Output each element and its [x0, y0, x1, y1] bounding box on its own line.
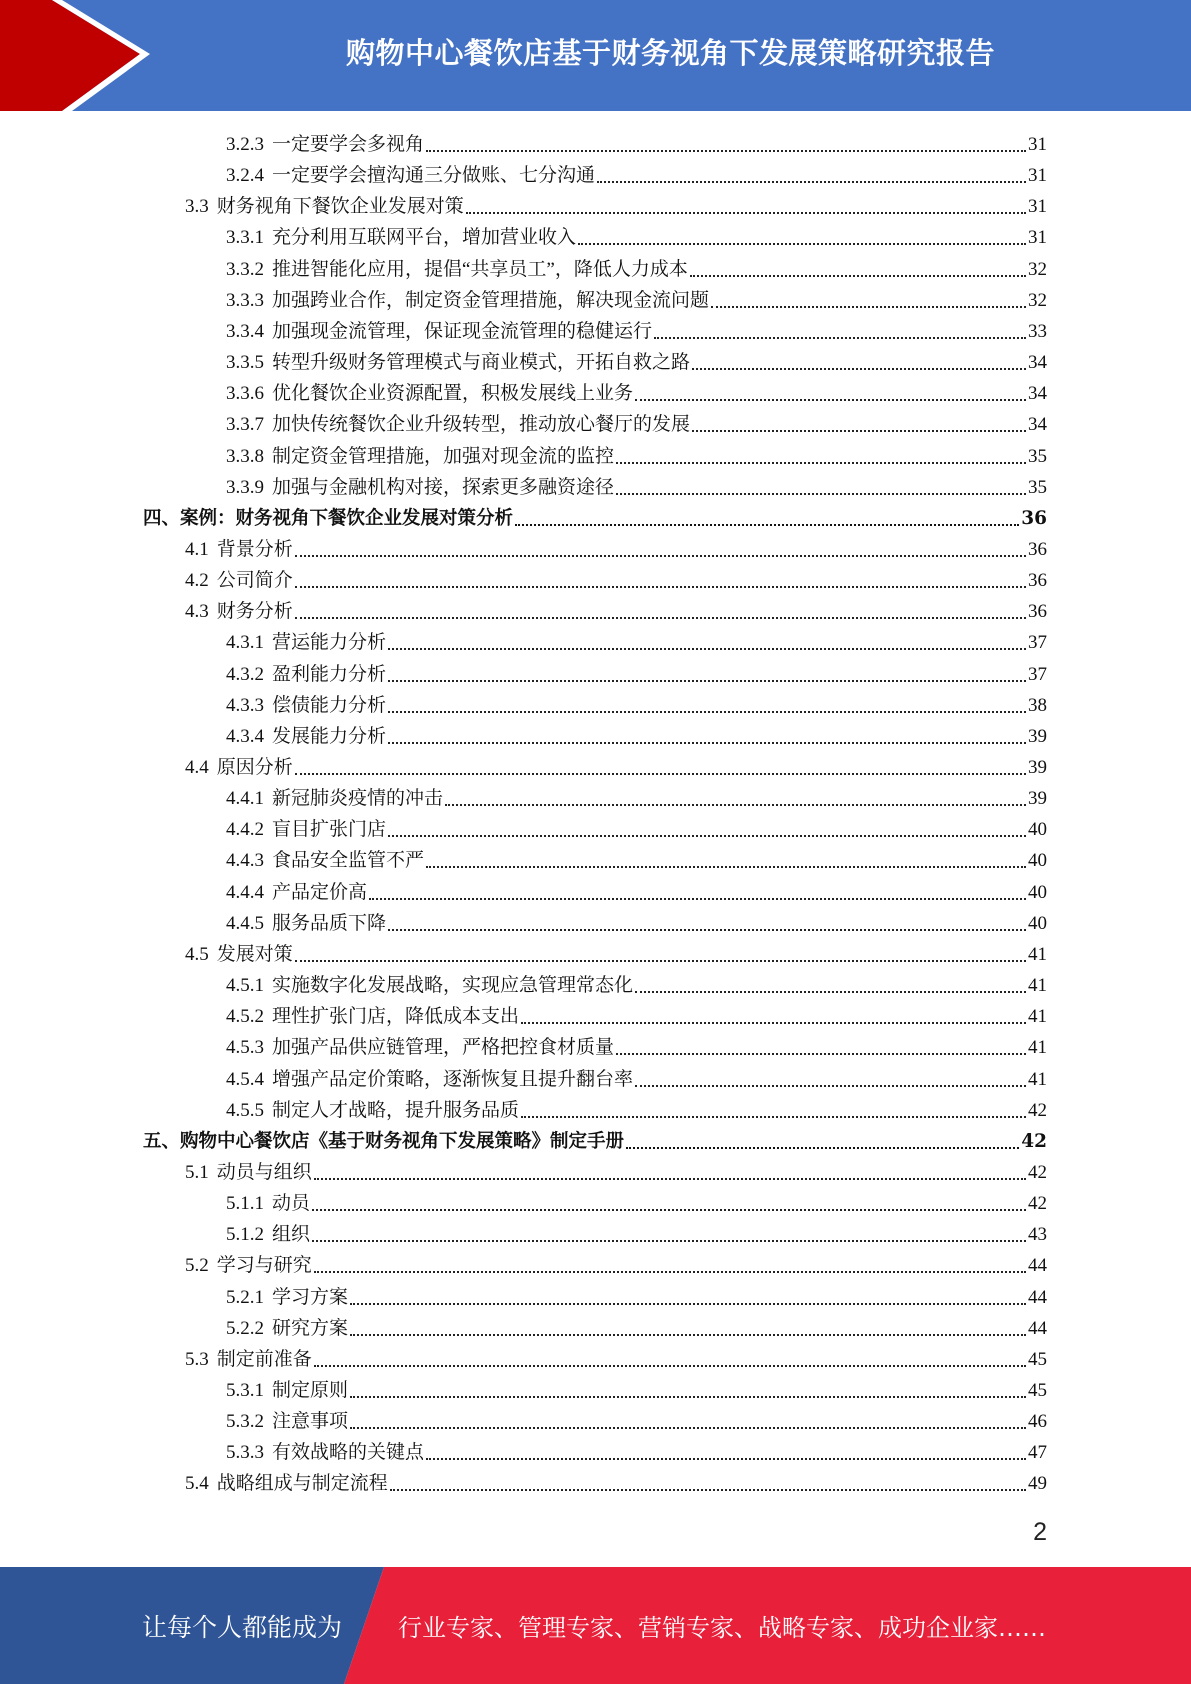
toc-entry-title: 加强跨业合作，制定资金管理措施，解决现金流问题 [272, 289, 710, 311]
toc-entry-page: 44 [1028, 1255, 1047, 1277]
toc-entry[interactable] [226, 812, 1047, 843]
toc-entry-title: 推进智能化应用，提倡“共享员工”，降低人力成本 [272, 258, 688, 280]
toc-entry-page: 35 [1028, 445, 1047, 467]
toc-entry[interactable] [226, 470, 1047, 501]
toc-entry[interactable] [226, 1093, 1047, 1124]
toc-entry[interactable] [226, 657, 1047, 688]
footer-slogan-right: 行业专家、管理专家、营销专家、战略专家、成功企业家…… [398, 1614, 1046, 1642]
toc-entry-number: 5.1 [185, 1161, 209, 1183]
toc-entry-title: 学习方案 [272, 1286, 349, 1308]
toc-entry-number: 4.3.2 [226, 663, 264, 685]
toc-entry-title: 优化餐饮企业资源配置，积极发展线上业务 [272, 383, 634, 405]
toc-entry-number: 5.2.2 [226, 1317, 264, 1339]
toc-entry[interactable] [226, 1311, 1047, 1342]
toc-entry[interactable] [226, 968, 1047, 999]
toc-entry[interactable] [226, 1404, 1047, 1435]
toc-dot-leader [314, 1365, 1026, 1367]
toc-entry-title: 盲目扩张门店 [272, 819, 387, 841]
toc-dot-leader [692, 368, 1026, 370]
toc-entry-page: 40 [1028, 850, 1047, 872]
toc-entry-title: 发展能力分析 [272, 725, 387, 747]
toc-entry-number: 5.4 [185, 1473, 209, 1495]
toc-dot-leader [626, 1147, 1019, 1149]
toc-entry-page: 37 [1028, 632, 1047, 654]
toc-dot-leader [521, 1022, 1026, 1024]
toc-entry-page: 46 [1028, 1411, 1047, 1433]
header-title: 购物中心餐饮店基于财务视角下发展策略研究报告 [345, 35, 995, 70]
toc-entry[interactable] [226, 314, 1047, 345]
footer-slogan-left: 让每个人都能成为 [142, 1612, 343, 1642]
toc-entry-title: 制定人才战略，提升服务品质 [272, 1099, 520, 1121]
toc-entry-page: 38 [1028, 694, 1047, 716]
toc-dot-leader [711, 306, 1026, 308]
toc-entry-page: 40 [1028, 912, 1047, 934]
toc-dot-leader [312, 1209, 1026, 1211]
toc-entry[interactable] [226, 1217, 1047, 1248]
toc-entry-number: 4.4.2 [226, 819, 264, 841]
toc-dot-leader [295, 555, 1026, 557]
toc-entry[interactable] [226, 345, 1047, 376]
toc-entry-number: 4.1 [185, 538, 209, 560]
toc-entry-number: 4.3 [185, 601, 209, 623]
toc-entry-number: 4.5.3 [226, 1037, 264, 1059]
toc-entry-title: 营运能力分析 [272, 632, 387, 654]
toc-entry-number: 3.3.6 [226, 383, 264, 405]
toc-dot-leader [388, 835, 1026, 837]
toc-entry-number: 4.4.1 [226, 788, 264, 810]
toc-entry-number: 3.3.9 [226, 476, 264, 498]
toc-entry-number: 5.2.1 [226, 1286, 264, 1308]
toc-entry-page: 42 [1028, 1161, 1047, 1183]
toc-entry-page: 36 [1028, 538, 1047, 560]
toc-entry-title: 财务分析 [216, 601, 293, 623]
toc-entry-number: 3.3 [185, 196, 209, 218]
toc-entry[interactable] [226, 719, 1047, 750]
toc-entry-page: 44 [1028, 1317, 1047, 1339]
toc-dot-leader [388, 711, 1026, 713]
toc-entry-number: 4.4.4 [226, 881, 264, 903]
toc-entry-number: 3.3.3 [226, 289, 264, 311]
toc-entry[interactable] [226, 127, 1047, 158]
toc-entry-number: 4.5.4 [226, 1068, 264, 1090]
toc-dot-leader [690, 275, 1026, 277]
toc-entry[interactable] [226, 843, 1047, 874]
toc-entry-page: 34 [1028, 383, 1047, 405]
toc-dot-leader [388, 929, 1026, 931]
toc-entry-title: 加强现金流管理，保证现金流管理的稳健运行 [272, 320, 653, 342]
toc-entry-page: 45 [1028, 1348, 1047, 1370]
toc-dot-leader [578, 243, 1026, 245]
toc-entry[interactable] [185, 1248, 1047, 1279]
toc-entry-page: 32 [1028, 258, 1047, 280]
toc-entry-page: 40 [1028, 819, 1047, 841]
toc-entry-page: 47 [1028, 1442, 1047, 1464]
toc-entry-page: 31 [1028, 165, 1047, 187]
toc-entry-page: 34 [1028, 352, 1047, 374]
toc-dot-leader [426, 866, 1026, 868]
toc-dot-leader [388, 742, 1026, 744]
toc-entry-title: 组织 [272, 1224, 311, 1246]
toc-entry-page: 39 [1028, 757, 1047, 778]
toc-entry[interactable] [226, 1186, 1047, 1217]
toc-entry-number: 4.2 [185, 570, 209, 592]
toc-entry[interactable] [185, 563, 1047, 594]
toc-entry-title: 加强产品供应链管理，严格把控食材质量 [272, 1037, 615, 1059]
toc-entry-title: 加快传统餐饮企业升级转型，推动放心餐厅的发展 [272, 414, 691, 436]
toc-entry-number: 4.3.4 [226, 725, 264, 747]
toc-entry-page: 33 [1028, 320, 1047, 342]
toc-entry-page: 39 [1028, 725, 1047, 747]
toc-entry-number: 3.3.1 [226, 227, 264, 249]
toc-entry[interactable] [226, 376, 1047, 407]
toc-entry-title: 偿债能力分析 [272, 694, 387, 716]
toc-entry-number: 3.3.5 [226, 352, 264, 374]
toc-entry[interactable] [226, 688, 1047, 719]
toc-entry[interactable] [226, 220, 1047, 251]
toc-dot-leader [350, 1334, 1026, 1336]
toc-entry[interactable] [185, 937, 1047, 968]
toc-dot-leader [426, 150, 1026, 152]
toc-entry-title: 实施数字化发展战略，实现应急管理常态化 [272, 975, 634, 997]
toc-entry-number: 4.5.2 [226, 1006, 264, 1028]
toc-entry-page: 41 [1028, 975, 1047, 997]
toc-entry-page: 42 [1021, 1130, 1047, 1152]
toc-entry[interactable] [226, 439, 1047, 470]
toc-entry[interactable] [185, 1466, 1047, 1497]
toc-entry-title: 学习与研究 [216, 1255, 312, 1277]
toc-entry-number: 4.4 [185, 757, 209, 778]
toc-dot-leader [616, 1053, 1026, 1055]
toc-entry-title: 转型升级财务管理模式与商业模式，开拓自救之路 [272, 352, 691, 374]
toc-entry[interactable] [226, 283, 1047, 314]
toc-dot-leader [426, 1458, 1026, 1460]
toc-entry[interactable] [226, 781, 1047, 812]
toc-dot-leader [350, 1303, 1026, 1305]
toc-entry-number: 3.2.3 [226, 134, 264, 155]
toc-entry-title: 制定原则 [272, 1380, 349, 1401]
toc-dot-leader [388, 648, 1026, 650]
toc-entry-page: 32 [1028, 289, 1047, 311]
toc-entry-number: 4.4.3 [226, 850, 264, 872]
toc-entry-page: 42 [1028, 1193, 1047, 1215]
toc-entry-title: 产品定价高 [272, 881, 368, 903]
toc-entry-title: 新冠肺炎疫情的冲击 [272, 788, 444, 810]
toc-entry-number: 4.4.5 [226, 912, 264, 934]
toc-entry[interactable] [226, 875, 1047, 906]
toc-entry-title: 充分利用互联网平台，增加营业收入 [272, 227, 577, 249]
toc-entry-number: 5.3.3 [226, 1442, 264, 1464]
toc-dot-leader [295, 773, 1026, 775]
toc-entry-title: 一定要学会擅沟通三分做账、七分沟通 [272, 165, 596, 187]
toc-dot-leader [312, 1240, 1026, 1242]
toc-dot-leader [295, 586, 1026, 588]
toc-entry-number: 3.3.4 [226, 320, 264, 342]
toc-entry-page: 36 [1028, 570, 1047, 592]
toc-dot-leader [295, 960, 1026, 962]
toc-entry-title: 加强与金融机构对接，探索更多融资途径 [272, 476, 615, 498]
toc-dot-leader [445, 804, 1026, 806]
toc-dot-leader [350, 1396, 1026, 1398]
toc-dot-leader [466, 212, 1026, 214]
toc-entry[interactable] [185, 1342, 1047, 1373]
page-header [0, 0, 1191, 111]
toc-entry[interactable] [185, 189, 1047, 220]
toc-entry-number: 5.3 [185, 1348, 209, 1370]
toc-entry[interactable] [226, 407, 1047, 438]
toc-entry-page: 39 [1028, 788, 1047, 810]
toc-entry-number: 3.2.4 [226, 165, 264, 187]
toc-entry-page: 44 [1028, 1286, 1047, 1308]
toc-entry-page: 41 [1028, 1068, 1047, 1090]
toc-entry-title: 增强产品定价策略，逐渐恢复且提升翻台率 [272, 1068, 634, 1090]
toc-entry-page: 41 [1028, 1006, 1047, 1028]
toc-entry[interactable] [226, 999, 1047, 1030]
toc-entry-number: 4.3.3 [226, 694, 264, 716]
toc-entry-title: 公司简介 [216, 570, 293, 592]
toc-dot-leader [597, 181, 1026, 183]
toc-entry-title: 财务视角下餐饮企业发展对策 [216, 196, 464, 218]
toc-dot-leader [390, 1489, 1026, 1491]
toc-entry-title: 背景分析 [216, 538, 293, 560]
toc-entry-title: 动员 [272, 1193, 311, 1215]
toc-entry-page: 34 [1028, 414, 1047, 436]
toc-entry-page: 45 [1028, 1380, 1047, 1401]
toc-entry-number: 4.5.5 [226, 1099, 264, 1121]
toc-entry-title: 研究方案 [272, 1317, 349, 1339]
toc-entry-page: 35 [1028, 476, 1047, 498]
toc-entry-page: 37 [1028, 663, 1047, 685]
toc-entry-title: 食品安全监管不严 [272, 850, 425, 872]
toc-dot-leader [635, 1085, 1026, 1087]
toc-entry-title: 动员与组织 [216, 1161, 312, 1183]
toc-dot-leader [350, 1427, 1026, 1429]
page-footer [0, 1567, 1191, 1684]
toc-dot-leader [635, 991, 1026, 993]
toc-entry-title: 战略组成与制定流程 [216, 1473, 388, 1495]
toc-dot-leader [616, 493, 1026, 495]
toc-entry-page: 40 [1028, 881, 1047, 903]
toc-dot-leader [692, 430, 1026, 432]
toc-dot-leader [616, 462, 1026, 464]
toc-entry-title: 原因分析 [216, 757, 293, 778]
page-number: 2 [1033, 1518, 1047, 1546]
toc-entry-title: 注意事项 [272, 1411, 349, 1433]
toc-entry-number: 5.3.1 [226, 1380, 264, 1401]
toc-entry-page: 49 [1028, 1473, 1047, 1495]
toc-entry-page: 36 [1028, 601, 1047, 623]
toc-entry[interactable] [226, 625, 1047, 656]
toc-dot-leader [388, 680, 1026, 682]
toc-dot-leader [635, 399, 1026, 401]
toc-entry-page: 43 [1028, 1224, 1047, 1246]
toc-entry[interactable] [226, 1373, 1047, 1404]
toc-entry-title: 有效战略的关键点 [272, 1442, 425, 1464]
toc-entry[interactable] [226, 1030, 1047, 1061]
toc-entry[interactable] [185, 594, 1047, 625]
toc-dot-leader [295, 617, 1026, 619]
toc-entry-title: 服务品质下降 [272, 912, 387, 934]
toc-entry-page: 36 [1021, 507, 1047, 529]
toc-dot-leader [314, 1271, 1026, 1273]
toc-entry[interactable] [226, 158, 1047, 189]
toc-entry-page: 42 [1028, 1099, 1047, 1121]
toc-entry-page: 41 [1028, 943, 1047, 965]
toc-entry-page: 41 [1028, 1037, 1047, 1059]
toc-entry[interactable] [185, 750, 1047, 781]
toc-entry-number: 4.5 [185, 943, 209, 965]
toc-entry[interactable] [143, 501, 1047, 532]
toc-entry-page: 31 [1028, 134, 1047, 155]
toc-dot-leader [314, 1178, 1026, 1180]
toc-dot-leader [369, 898, 1026, 900]
toc-entry-title: 一定要学会多视角 [272, 134, 425, 155]
toc-entry-number: 5.1.2 [226, 1224, 264, 1246]
toc-entry-title: 四、案例：财务视角下餐饮企业发展对策分析 [143, 507, 514, 529]
toc-dot-leader [654, 337, 1026, 339]
toc-entry-number: 3.3.2 [226, 258, 264, 280]
toc-dot-leader [515, 524, 1019, 526]
toc-entry-number: 3.3.7 [226, 414, 264, 436]
toc-entry-number: 5.3.2 [226, 1411, 264, 1433]
toc-entry-number: 4.5.1 [226, 975, 264, 997]
toc-entry[interactable] [185, 1155, 1047, 1186]
toc-entry-title: 制定资金管理措施，加强对现金流的监控 [272, 445, 615, 467]
toc-entry[interactable] [226, 1062, 1047, 1093]
toc-entry[interactable] [185, 532, 1047, 563]
toc-entry-number: 5.1.1 [226, 1193, 264, 1215]
header-chevron-graphic [0, 0, 160, 111]
toc-entry-title: 理性扩张门店，降低成本支出 [272, 1006, 520, 1028]
toc-entry-title: 发展对策 [216, 943, 293, 965]
toc-entry-page: 31 [1028, 227, 1047, 249]
toc-entry-title: 五、购物中心餐饮店《基于财务视角下发展策略》制定手册 [143, 1130, 625, 1152]
toc-entry-number: 4.3.1 [226, 632, 264, 654]
toc-entry-title: 制定前准备 [216, 1348, 312, 1370]
toc-entry-number: 3.3.8 [226, 445, 264, 467]
toc-entry[interactable] [226, 1435, 1047, 1466]
toc-entry-title: 盈利能力分析 [272, 663, 387, 685]
toc-entry[interactable] [226, 1280, 1047, 1311]
toc-dot-leader [521, 1116, 1026, 1118]
toc-entry[interactable] [226, 252, 1047, 283]
toc-entry[interactable] [226, 906, 1047, 937]
toc-entry-number: 5.2 [185, 1255, 209, 1277]
toc-entry[interactable] [143, 1124, 1047, 1155]
toc-entry-page: 31 [1028, 196, 1047, 218]
